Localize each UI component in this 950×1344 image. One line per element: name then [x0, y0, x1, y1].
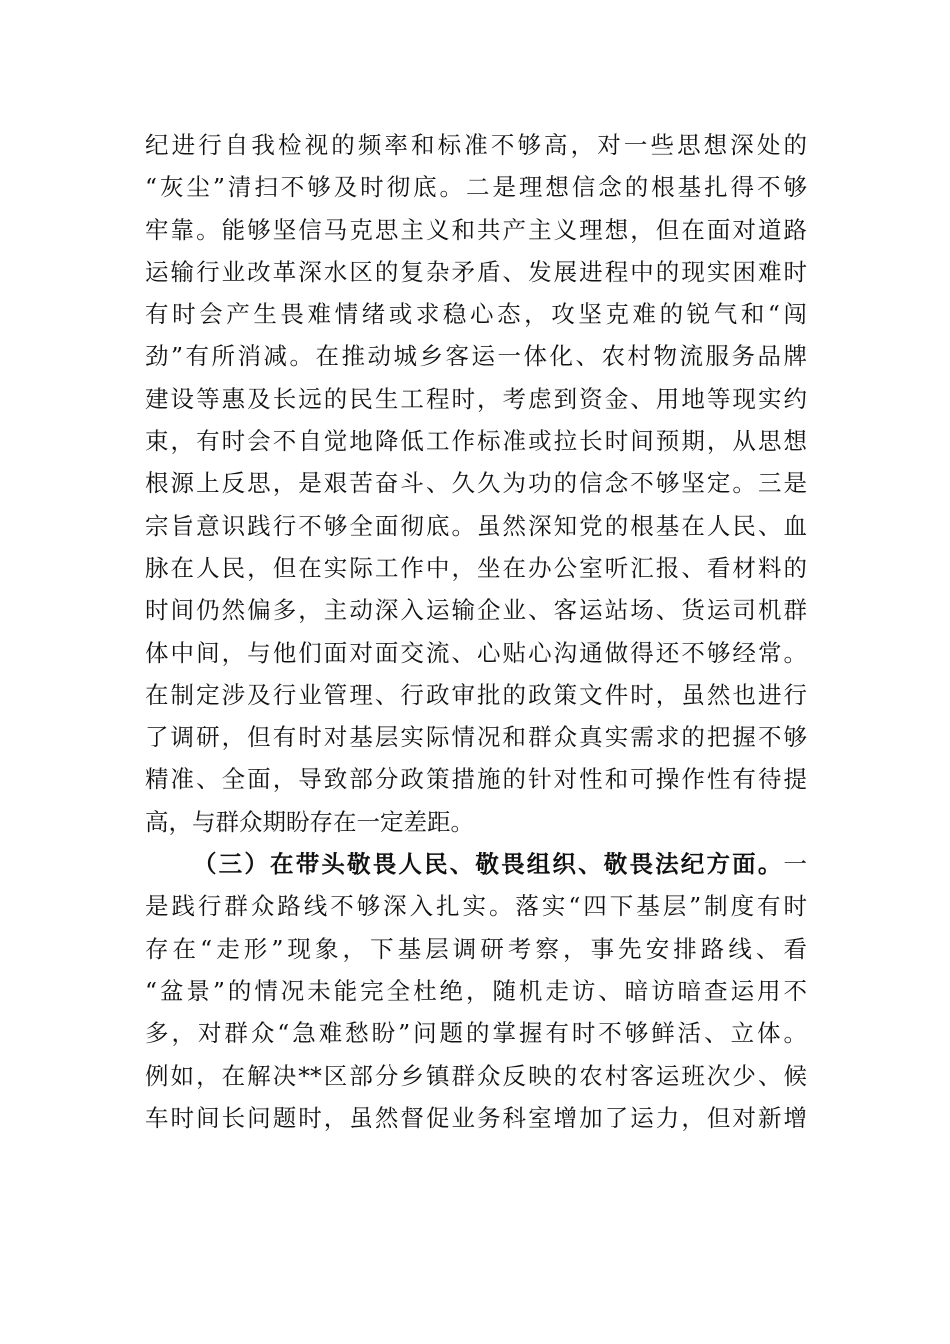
text-line: 体中间，与他们面对面交流、心贴心沟通做得还不够经常。	[145, 638, 807, 667]
text-line: 精准、全面，导致部分政策措施的针对性和可操作性有待提	[145, 765, 807, 794]
text-line: 高，与群众期盼存在一定差距。	[145, 807, 474, 836]
text-line: 牢靠。能够坚信马克思主义和共产主义理想，但在面对道路	[145, 215, 807, 244]
text-line: 宗旨意识践行不够全面彻底。虽然深知党的根基在人民、血	[145, 511, 807, 540]
text-line: 有时会产生畏难情绪或求稳心态，攻坚克难的锐气和“闯	[145, 300, 807, 329]
text-line: 多，对群众“急难愁盼”问题的掌握有时不够鲜活、立体。	[145, 1019, 807, 1048]
text-line: 在制定涉及行业管理、行政审批的政策文件时，虽然也进行	[145, 680, 807, 709]
text-line: 了调研，但有时对基层实际情况和群众真实需求的把握不够	[145, 723, 807, 752]
text-line: 运输行业改革深水区的复杂矛盾、发展进程中的现实困难时	[145, 257, 807, 286]
text-line: “灰尘”清扫不够及时彻底。二是理想信念的根基扎得不够	[145, 173, 807, 202]
section-heading-line	[145, 843, 807, 885]
text-line: “盆景”的情况未能完全杜绝，随机走访、暗访暗查运用不	[145, 976, 807, 1005]
text-line: 车时间长问题时，虽然督促业务科室增加了运力，但对新增	[145, 1103, 807, 1132]
text-line: 是践行群众路线不够深入扎实。落实“四下基层”制度有时	[145, 892, 807, 921]
text-line: 存在“走形”现象，下基层调研考察，事先安排路线、看	[145, 934, 807, 963]
text-line: 纪进行自我检视的频率和标准不够高，对一些思想深处的	[145, 131, 807, 159]
text-line: 束，有时会不自觉地降低工作标准或拉长时间预期，从思想	[145, 427, 807, 456]
text-line: 劲”有所消减。在推动城乡客运一体化、农村物流服务品牌	[145, 342, 807, 371]
section-heading-tail: 一	[783, 850, 807, 879]
text-line: 时间仍然偏多，主动深入运输企业、客运站场、货运司机群	[145, 596, 807, 625]
text-line: 建设等惠及长远的民生工程时，考虑到资金、用地等现实约	[145, 384, 807, 413]
text-line: 根源上反思，是艰苦奋斗、久久为功的信念不够坚定。三是	[145, 469, 807, 498]
document-body	[145, 124, 807, 1139]
text-line: 例如，在解决**区部分乡镇群众反映的农村客运班次少、候	[145, 1061, 807, 1090]
text-line: 脉在人民，但在实际工作中，坐在办公室听汇报、看材料的	[145, 553, 807, 582]
section-heading: （三）在带头敬畏人民、敬畏组织、敬畏法纪方面。	[193, 850, 784, 879]
